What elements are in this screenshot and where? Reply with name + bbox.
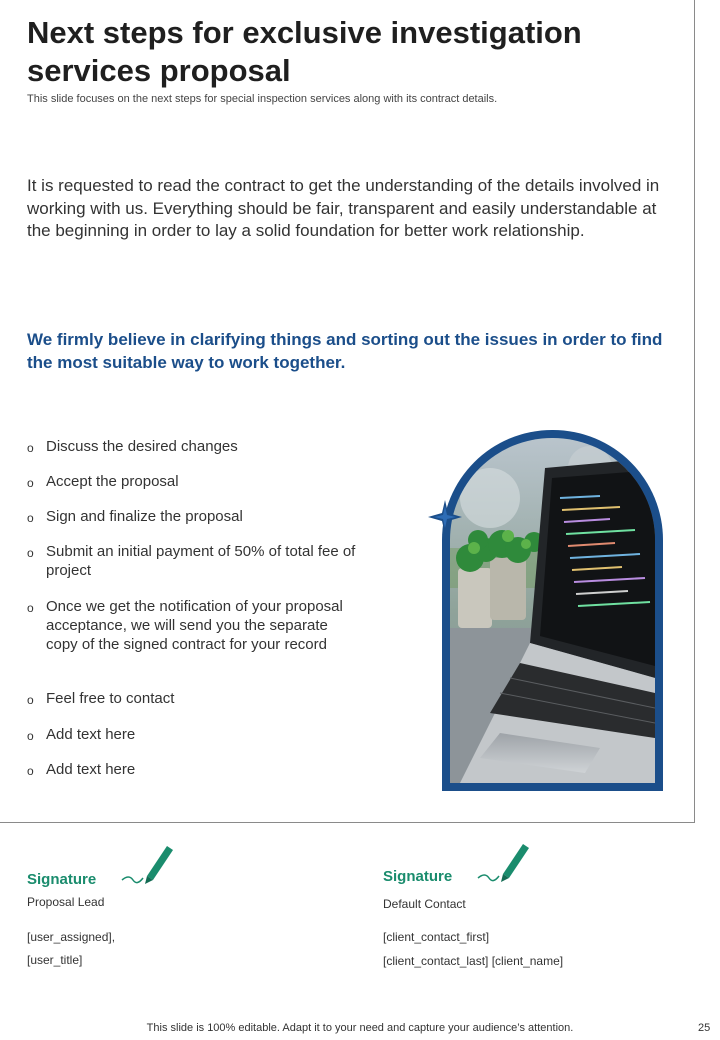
step-text: Feel free to contact	[46, 690, 175, 707]
intro-paragraph: It is requested to read the contract to get the understanding of the details involved in working with us. Everything should be fair, transparent and easily understandable at the beginning in order to lay a solid foundation for better work relationship.	[27, 176, 660, 240]
bullet-icon: o	[27, 546, 34, 560]
signature-name: [client_contact_first]	[383, 930, 490, 944]
bullet-icon: o	[27, 441, 34, 455]
signature-title: [user_title]	[27, 953, 83, 967]
list-item	[27, 597, 357, 654]
list-item	[27, 689, 357, 708]
signature-block-right	[383, 838, 683, 978]
signature-block-left	[27, 840, 327, 980]
page-subtitle: This slide focuses on the next steps for special inspection services along with its contract details.	[27, 93, 498, 105]
step-text: Add text here	[46, 726, 136, 743]
bullet-icon: o	[27, 693, 34, 707]
list-item	[27, 437, 357, 456]
arched-photo-frame	[442, 430, 663, 791]
bullet-icon: o	[27, 764, 34, 778]
signature-name: [user_assigned],	[27, 930, 116, 944]
list-item	[27, 760, 357, 779]
bullet-icon: o	[27, 729, 34, 743]
step-text: Once we get the notification of your proposal acceptance, we will send you the separate copy of the signed contract for your record	[46, 598, 343, 653]
list-item	[27, 507, 357, 526]
pen-icon	[473, 838, 533, 886]
bullet-icon: o	[27, 476, 34, 490]
signature-role: Proposal Lead	[27, 895, 105, 909]
signature-company: [client_contact_last] [client_name]	[383, 954, 564, 968]
signature-label: Signature	[383, 868, 453, 885]
signature-label: Signature	[27, 871, 97, 888]
step-text: Sign and finalize the proposal	[46, 508, 243, 525]
step-text: Discuss the desired changes	[46, 438, 238, 455]
page-title: Next steps for exclusive investigation services proposal	[27, 15, 582, 88]
page-number: 25	[698, 1022, 711, 1034]
step-text: Accept the proposal	[46, 473, 179, 490]
step-text: Add text here	[46, 761, 136, 778]
signature-role: Default Contact	[383, 897, 466, 911]
right-divider	[694, 0, 695, 822]
laptop-illustration	[450, 438, 655, 783]
laptop-code-photo	[450, 438, 655, 783]
list-item	[27, 542, 357, 580]
signature-divider	[0, 822, 695, 823]
sparkle-icon	[428, 500, 462, 534]
step-text: Submit an initial payment of 50% of total fee of project	[46, 543, 356, 579]
footer-note: This slide is 100% editable. Adapt it to your need and capture your audience’s attention.	[146, 1022, 574, 1034]
list-item	[27, 725, 357, 744]
bullet-icon: o	[27, 511, 34, 525]
bullet-icon: o	[27, 601, 34, 615]
pen-icon	[117, 840, 177, 888]
highlight-statement: We firmly believe in clarifying things and sorting out the issues in order to find the most suitable way to work together.	[27, 330, 663, 372]
list-item	[27, 472, 357, 491]
